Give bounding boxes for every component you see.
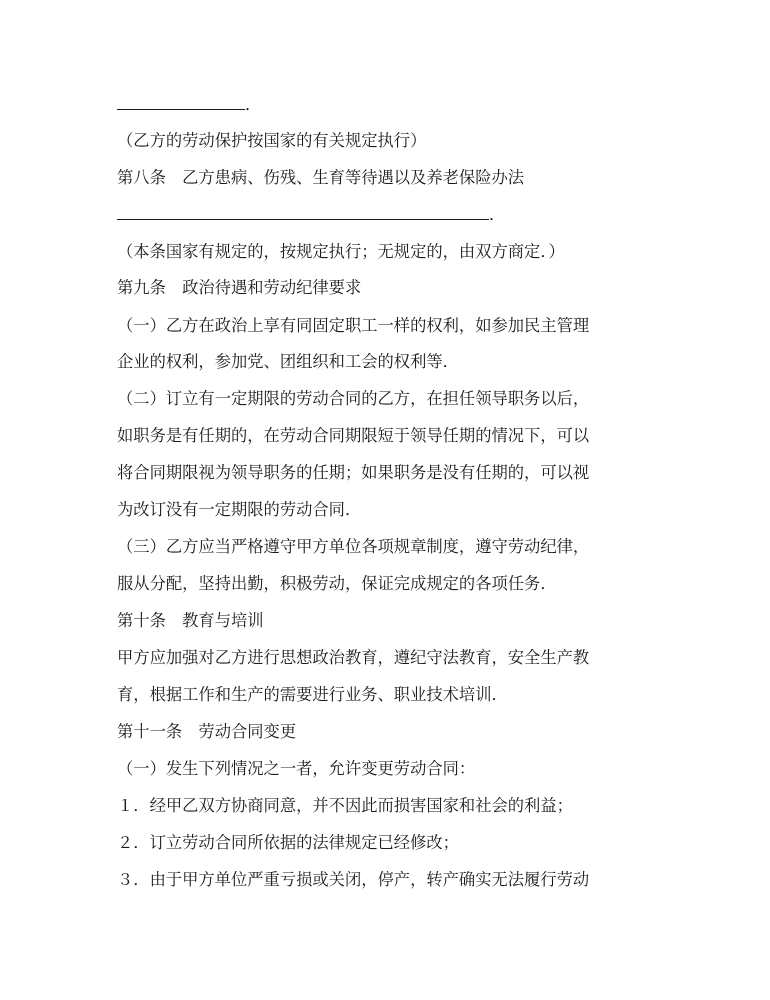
article-8-title: 第八条 乙方患病、伤残、生育等待遇以及养老保险办法	[117, 168, 525, 187]
paragraph-line: （一）乙方在政治上享有同固定职工一样的权利，如参加民主管理	[117, 316, 590, 335]
list-item: ２．订立劳动合同所依据的法律规定已经修改；	[117, 833, 459, 852]
list-item: １．经甲乙双方协商同意，并不因此而损害国家和社会的利益；	[117, 796, 573, 815]
paragraph-line: 企业的权利，参加党、团组织和工会的权利等．	[117, 352, 459, 371]
paragraph-line: （二）订立有一定期限的劳动合同的乙方，在担任领导职务以后，	[117, 389, 590, 408]
article-8-note: （本条国家有规定的，按规定执行；无规定的，由双方商定．）	[117, 242, 565, 261]
paragraph-line: 将合同期限视为领导职务的任期；如果职务是没有任期的，可以视	[117, 463, 590, 482]
article-10-title: 第十条 教育与培训	[117, 611, 264, 630]
list-item: ３．由于甲方单位严重亏损或关闭，停产，转产确实无法履行劳动	[117, 870, 590, 889]
blank-underline	[117, 93, 245, 110]
fill-in-line	[117, 93, 261, 117]
fill-in-punctuation: ．	[489, 205, 506, 224]
paragraph-line: 如职务是有任期的，在劳动合同期限短于领导任期的情况下，可以	[117, 426, 590, 445]
fill-in-line	[117, 203, 505, 227]
article-11-title: 第十一条 劳动合同变更	[117, 722, 297, 741]
paragraph-line: 甲方应加强对乙方进行思想政治教育，遵纪守法教育，安全生产教	[117, 648, 590, 667]
paragraph-line: （一）发生下列情况之一者，允许变更劳动合同：	[117, 759, 476, 778]
article-9-title: 第九条 政治待遇和劳动纪律要求	[117, 278, 362, 297]
paragraph-line: 为改订没有一定期限的劳动合同．	[117, 500, 362, 519]
paragraph-line: 育，根据工作和生产的需要进行业务、职业技术培训．	[117, 685, 508, 704]
fill-in-punctuation: ．	[245, 95, 262, 114]
blank-underline	[117, 203, 489, 220]
labor-protection-note: （乙方的劳动保护按国家的有关规定执行）	[117, 131, 427, 150]
paragraph-line: （三）乙方应当严格遵守甲方单位各项规章制度，遵守劳动纪律，	[117, 537, 590, 556]
paragraph-line: 服从分配，坚持出勤，积极劳动，保证完成规定的各项任务．	[117, 574, 557, 593]
